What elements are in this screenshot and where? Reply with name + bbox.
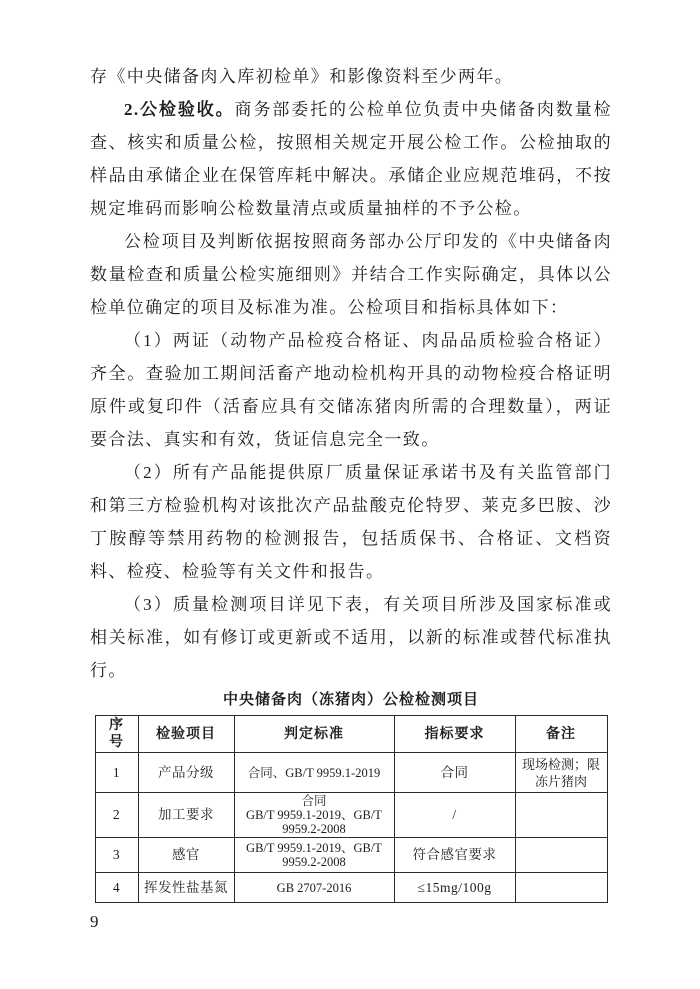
standard-line: GB 2707-2016	[276, 880, 352, 895]
table-cell-requirement: 符合感官要求	[394, 838, 515, 873]
paragraph-text: （2）所有产品能提供原厂质量保证承诺书及有关监管部门和第三方检验机构对该批次产品盐酸克伦特罗、莱克多巴胺、沙丁胺醇等禁用药物的检测报告，包括质保书、合格证、文档资料、检疫、检验等有关文件和报告。	[90, 463, 612, 581]
table-title: 中央储备肉（冻猪肉）公检检测项目	[222, 692, 479, 708]
table-cell-standard	[234, 873, 394, 903]
table-header-cell: 检验项目	[138, 716, 234, 753]
table-cell-item: 感官	[138, 838, 234, 873]
table-header-cell: 备注	[515, 716, 607, 753]
standard-line: GB/T 9959.1-2019、GB/T 9959.2-2008	[246, 808, 382, 836]
standard-line: 合同、GB/T 9959.1-2019	[247, 765, 381, 780]
inspection-table	[95, 715, 608, 903]
table-header-cell	[95, 716, 138, 753]
table-cell-standard	[234, 793, 394, 838]
paragraph	[90, 588, 612, 687]
paragraph	[90, 60, 612, 93]
paragraph	[90, 225, 612, 324]
table-cell-standard	[234, 838, 394, 873]
table-cell-item: 产品分级	[138, 753, 234, 793]
paragraph	[90, 93, 612, 225]
table-header-row	[95, 716, 607, 753]
paragraph-text: （1）两证（动物产品检疫合格证、肉品品质检验合格证）齐全。查验加工期间活畜产地动检机构开具的动物检疫合格证明原件或复印件（活畜应具有交储冻猪肉所需的合理数量），两证要合法、真实和有效，货证信息完全一致。	[90, 331, 612, 449]
table-row	[95, 753, 607, 793]
table-header-cell: 判定标准	[234, 716, 394, 753]
table-cell-note: 现场检测；限冻片猪肉	[515, 753, 607, 793]
table-row	[95, 873, 607, 903]
table-row	[95, 838, 607, 873]
standard-line: GB/T 9959.1-2019、GB/T 9959.2-2008	[246, 841, 382, 869]
paragraph	[90, 456, 612, 588]
table-cell-no: 4	[95, 873, 138, 903]
table-cell-requirement: ≤15mg/100g	[394, 873, 515, 903]
table-cell-note	[515, 838, 607, 873]
paragraph	[90, 324, 612, 456]
paragraph-text: 存《中央储备肉入库初检单》和影像资料至少两年。	[90, 67, 514, 86]
table-header-cell: 指标要求	[394, 716, 515, 753]
page-number: 9	[90, 912, 99, 931]
table-cell-no: 2	[95, 793, 138, 838]
paragraph-text: 商务部委托的公检单位负责中央储备肉数量检查、核实和质量公检，按照相关规定开展公检工作。公检抽取的样品由承储企业在保管库耗中解决。承储企业应规范堆码，不按规定堆码而影响公检数量清点或质量抽样的不予公检。	[90, 100, 612, 218]
standard-line: 合同	[301, 794, 327, 808]
paragraph-text: 公检项目及判断依据按照商务部办公厅印发的《中央储备肉数量检查和质量公检实施细则》并结合工作实际确定，具体以公检单位确定的项目及标准为准。公检项目和指标具体如下：	[90, 232, 612, 317]
paragraph-text: （3）质量检测项目详见下表，有关项目所涉及国家标准或相关标准，如有修订或更新或不适用，以新的标准或替代标准执行。	[90, 595, 612, 680]
paragraph-lead: 2.公检验收。	[124, 100, 235, 119]
table-cell-note	[515, 873, 607, 903]
table-cell-item: 挥发性盐基氮	[138, 873, 234, 903]
table-cell-requirement: /	[394, 793, 515, 838]
table-cell-standard	[234, 753, 394, 793]
table-cell-item: 加工要求	[138, 793, 234, 838]
table-cell-no: 1	[95, 753, 138, 793]
table-header-label: 序号	[109, 718, 124, 750]
table-row	[95, 793, 607, 838]
table-cell-requirement: 合同	[394, 753, 515, 793]
table-cell-note	[515, 793, 607, 838]
table-cell-no: 3	[95, 838, 138, 873]
